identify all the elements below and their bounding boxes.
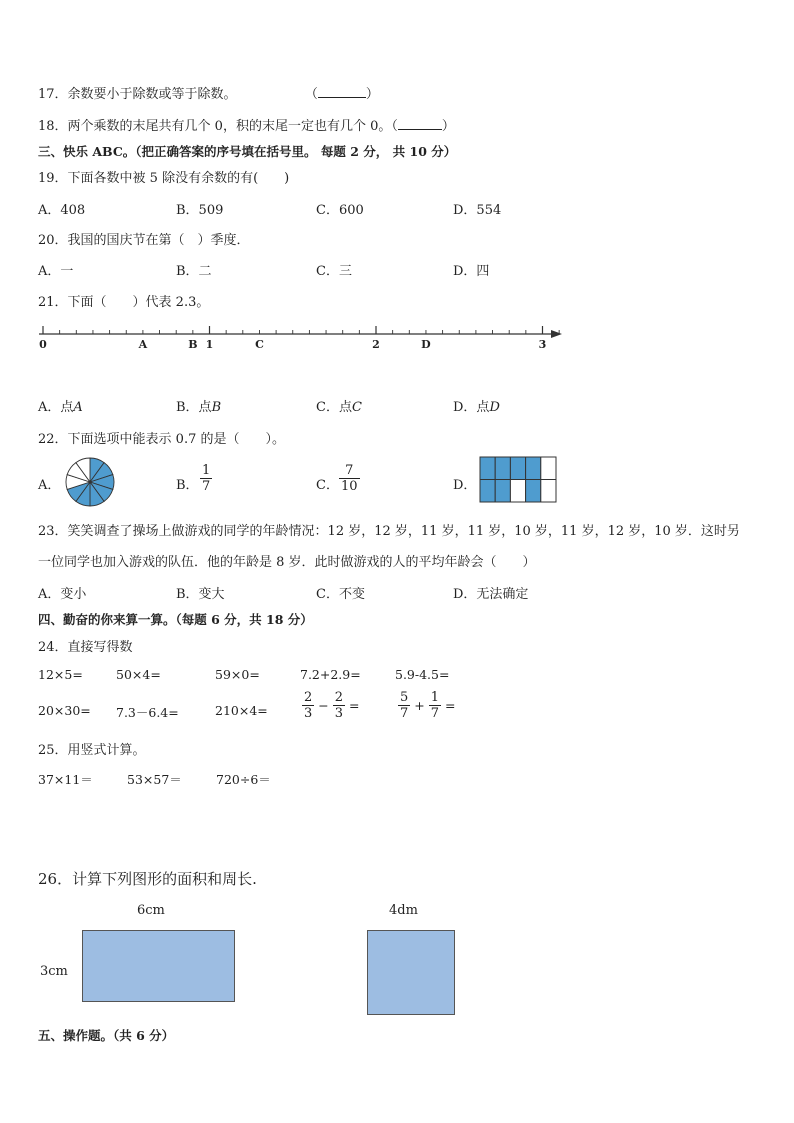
grid-fraction-figure <box>479 456 559 504</box>
q24-item-8: 210×4= <box>215 703 268 718</box>
grid-cell <box>480 480 495 503</box>
section-4-heading: 四、勤奋的你来算一算。（每题 6 分，共 18 分） <box>38 612 313 627</box>
number-line-label: 0 <box>39 338 47 351</box>
question-23-line-1: 23．笑笑调查了操场上做游戏的同学的年龄情况：12 岁，12 岁，11 岁，11 岁，10 岁，11 岁，12 岁，10 岁．这时另 <box>38 524 740 539</box>
q24-item-5: 5.9-4.5= <box>395 667 450 682</box>
q22-option-d-label[interactable]: D． <box>453 478 477 493</box>
grid-cell <box>495 457 510 480</box>
section-5-heading: 五、操作题。（共 6 分） <box>38 1028 175 1043</box>
rectangle-figure <box>82 930 235 1002</box>
q23-option-a[interactable]: A．变小 <box>38 587 87 602</box>
question-23-line-2: 一位同学也加入游戏的队伍．他的年龄是 8 岁．此时做游戏的人的平均年龄会（ ） <box>38 555 536 570</box>
q21-option-a[interactable]: A．点A <box>38 400 83 415</box>
q25-item-3: 720÷6＝ <box>216 772 271 787</box>
number-line-label: 1 <box>205 338 214 351</box>
grid-cell <box>480 457 495 480</box>
grid-cell <box>541 457 556 480</box>
square-figure <box>367 930 455 1015</box>
q20-option-d[interactable]: D．四 <box>453 264 490 279</box>
q22-option-c-fraction: $\frac{7}{10}$ <box>341 463 358 494</box>
q19-option-b[interactable]: B．509 <box>176 203 224 218</box>
q18-answer-blank[interactable] <box>398 117 442 130</box>
number-line-label: C <box>255 338 264 351</box>
q24-item-2: 50×4= <box>116 667 161 682</box>
section-3-heading: 三、快乐 ABC。（把正确答案的序号填在括号里。 每题 2 分， 共 10 分） <box>38 144 457 159</box>
q20-option-a[interactable]: A．一 <box>38 264 74 279</box>
grid-cell <box>510 480 525 503</box>
q18-text: 18．两个乘数的末尾共有几个 0，积的末尾一定也有几个 0。（ <box>38 119 398 134</box>
number-line-label: 3 <box>538 338 547 351</box>
q24-item-9: $\frac{2}{3}$ − $\frac{2}{3}$ = <box>304 690 360 721</box>
number-line-label: A <box>138 338 148 351</box>
q17-text: 17．余数要小于除数或等于除数。 <box>38 87 237 102</box>
grid-cell <box>495 480 510 503</box>
number-line-label: 2 <box>372 338 380 351</box>
q22-option-a[interactable]: A． <box>38 478 61 493</box>
q24-item-7: 7.3－6.4= <box>116 705 179 720</box>
grid-cell <box>510 457 525 480</box>
q20-option-b[interactable]: B．二 <box>176 264 212 279</box>
q24-item-1: 12×5= <box>38 667 83 682</box>
q22-option-b-label[interactable]: B． <box>176 478 199 493</box>
q23-option-c[interactable]: C．不变 <box>316 587 365 602</box>
q22-option-b-fraction: $\frac{1}{7}$ <box>202 463 211 494</box>
square-side-label: 4dm <box>389 903 418 918</box>
grid-cell <box>526 480 541 503</box>
q24-item-6: 20×30= <box>38 703 91 718</box>
q19-option-a[interactable]: A．408 <box>38 203 86 218</box>
q19-option-c[interactable]: C．600 <box>316 203 364 218</box>
q21-option-d[interactable]: D．点D <box>453 400 500 415</box>
question-21: 21．下面（ ）代表 2.3。 <box>38 295 210 310</box>
q23-option-d[interactable]: D．无法确定 <box>453 587 529 602</box>
q21-option-b[interactable]: B．点B <box>176 400 222 415</box>
grid-cell <box>541 480 556 503</box>
question-24: 24．直接写得数 <box>38 640 133 655</box>
question-26: 26．计算下列图形的面积和周长. <box>38 870 257 888</box>
question-25: 25．用竖式计算。 <box>38 743 146 758</box>
number-line <box>30 318 570 352</box>
q19-option-d[interactable]: D．554 <box>453 203 502 218</box>
number-line-label: D <box>421 338 431 351</box>
question-20: 20．我国的国庆节在第（ ）季度． <box>38 233 250 248</box>
rect-width-label: 6cm <box>137 903 165 918</box>
question-17: 17．余数要小于除数或等于除数。 （ ） <box>38 87 379 102</box>
number-line-arrow <box>551 330 562 338</box>
question-18: 18．两个乘数的末尾共有几个 0，积的末尾一定也有几个 0。（ ） <box>38 119 455 134</box>
number-line-label: B <box>188 338 198 351</box>
q21-option-c[interactable]: C．点C <box>316 400 362 415</box>
q24-item-4: 7.2+2.9= <box>300 667 361 682</box>
q23-option-b[interactable]: B．变大 <box>176 587 225 602</box>
question-22: 22．下面选项中能表示 0.7 的是（ ）。 <box>38 432 285 447</box>
grid-cell <box>526 457 541 480</box>
q25-item-1: 37×11＝ <box>38 772 93 787</box>
pie-fraction-figure <box>64 456 116 508</box>
question-19: 19．下面各数中被 5 除没有余数的有( ) <box>38 171 290 186</box>
q22-option-c-label[interactable]: C． <box>316 478 339 493</box>
rect-height-label: 3cm <box>40 964 68 979</box>
q24-item-10: $\frac{5}{7}$ + $\frac{1}{7}$ = <box>400 690 456 721</box>
q20-option-c[interactable]: C．三 <box>316 264 352 279</box>
q17-answer-blank[interactable] <box>318 85 366 98</box>
q24-item-3: 59×0= <box>215 667 260 682</box>
q25-item-2: 53×57＝ <box>127 772 182 787</box>
